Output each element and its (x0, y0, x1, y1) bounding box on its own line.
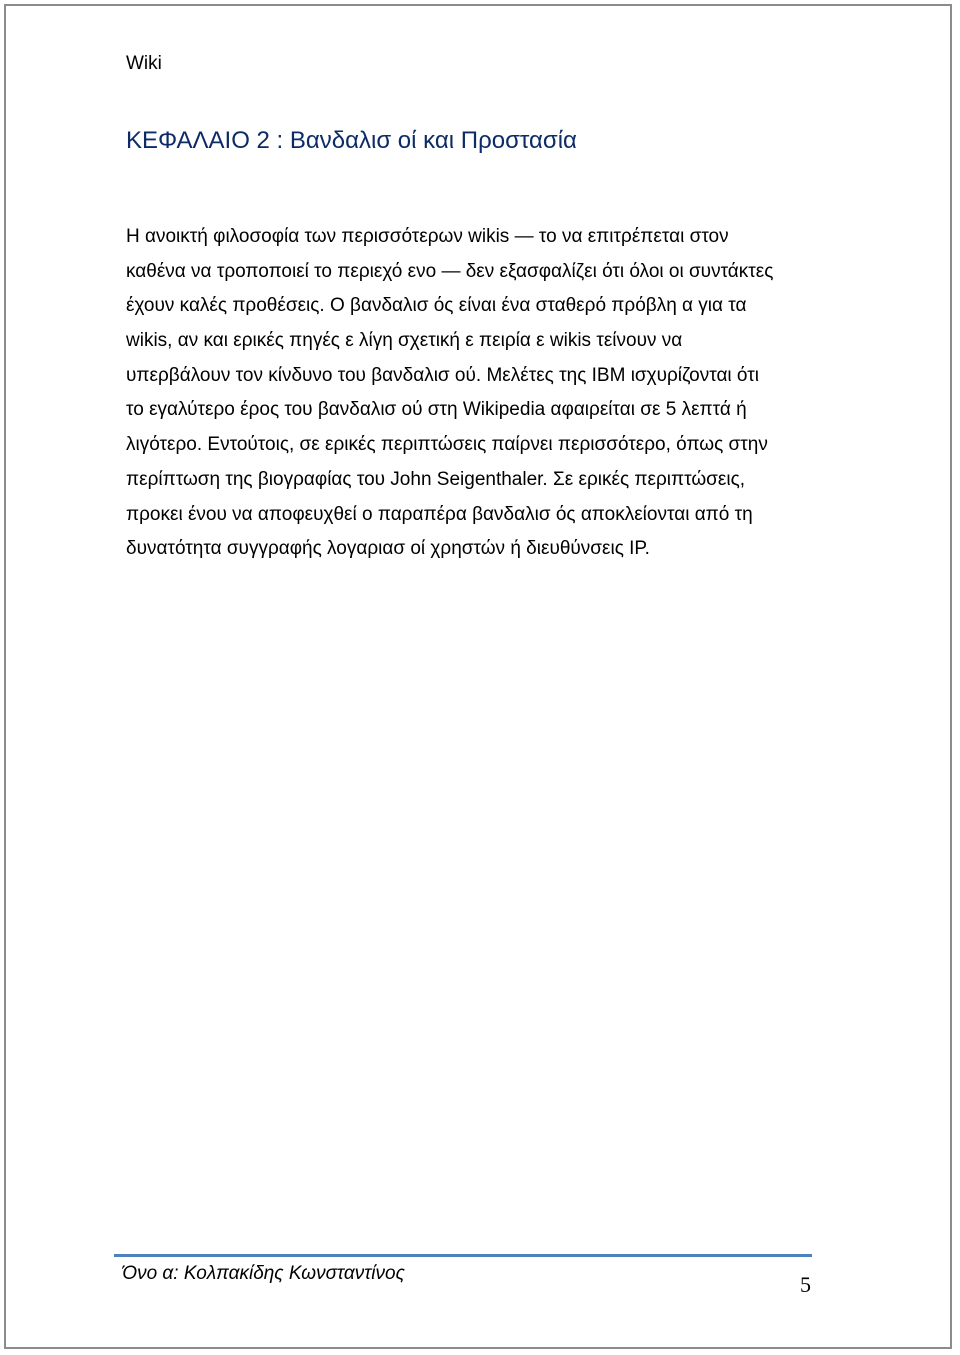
paragraph-line: έχουν καλές προθέσεις. Ο βανδαλισ ός είναι ένα σταθερό πρόβλη α για τα (126, 295, 747, 317)
paragraph-line: Η ανοικτή φιλοσοφία των περισσότερων wikis — το να επιτρέπεται στον (126, 226, 729, 247)
paragraph-line: wikis, αν και ερικές πηγές ε λίγη σχετική ε πειρία ε wikis τείνουν να (126, 330, 683, 352)
paragraph-line: προκει ένου να αποφευχθεί ο παραπέρα βανδαλισ ός αποκλείονται από τη (126, 503, 753, 525)
body-paragraph (126, 222, 826, 569)
footer-author: Όνο α: Κολπακίδης Κωνσταντίνος (122, 1263, 405, 1284)
paragraph-line: καθένα να τροποποιεί το περιεχό ενο — δεν εξασφαλίζει ότι όλοι οι συντάκτες (126, 260, 774, 282)
footer-divider (114, 1254, 812, 1257)
paragraph-line: λιγότερο. Εντούτοις, σε ερικές περιπτώσεις παίρνει περισσότερο, όπως στην (126, 434, 768, 456)
paragraph-line: περίπτωση της βιογραφίας του John Seigenthaler. Σε ερικές περιπτώσεις, (126, 468, 746, 490)
page-number: 5 (800, 1272, 811, 1297)
paragraph-line: το εγαλύτερο έρος του βανδαλισ ού στη Wikipedia αφαιρείται σε 5 λεπτά ή (126, 399, 747, 421)
page-border (4, 4, 952, 1349)
chapter-title: ΚΕΦΑΛΑΙΟ 2 : Βανδαλισ οί και Προστασία (126, 127, 577, 154)
paragraph-line: υπερβάλουν τον κίνδυνο του βανδαλισ ού. Μελέτες της IBM ισχυρίζονται ότι (126, 364, 759, 386)
paragraph-line: δυνατότητα συγγραφής λογαριασ οί χρηστών ή διευθύνσεις IP. (126, 538, 650, 560)
header-label: Wiki (126, 53, 162, 74)
